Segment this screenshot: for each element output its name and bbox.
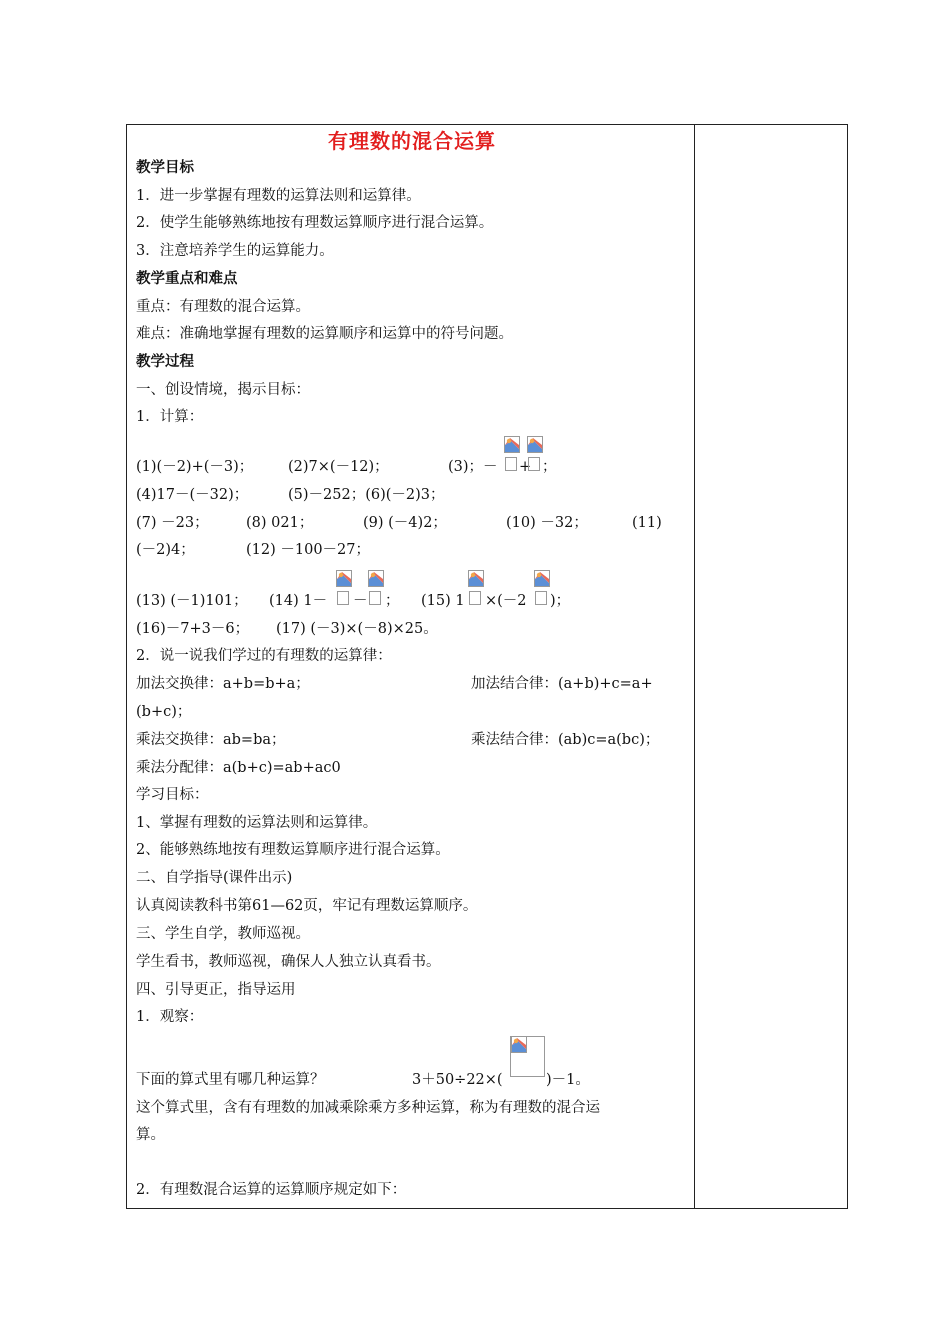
multiplication-commutative: 乘法交换律：ab=ba； bbox=[136, 732, 286, 748]
fraction-box bbox=[535, 591, 547, 605]
section-3-text: 学生看书，教师巡视，确保人人独立认真看书。 bbox=[136, 954, 441, 970]
focus-hard: 难点：准确地掌握有理数的运算顺序和运算中的符号问题。 bbox=[136, 326, 513, 342]
order-rule: 2．有理数混合运算的运算顺序规定如下： bbox=[136, 1182, 407, 1198]
process-heading: 教学过程 bbox=[136, 353, 194, 370]
exercise-11: (11) bbox=[632, 515, 662, 531]
fraction-box bbox=[369, 591, 381, 605]
laws-intro: 2．说一说我们学过的有理数的运算律： bbox=[136, 648, 392, 664]
exercise-2: (2)7×(－12)； bbox=[288, 459, 389, 475]
exercise-14-suffix: ； bbox=[385, 593, 400, 609]
page-title: 有理数的混合运算 bbox=[328, 129, 496, 153]
fraction-box bbox=[469, 591, 481, 605]
addition-associative: 加法结合律：(a+b)+c=a+ bbox=[471, 676, 653, 692]
exercise-3-prefix: (3)；－ bbox=[448, 459, 498, 475]
multiplication-distributive: 乘法分配律：a(b+c)=ab+ac0 bbox=[136, 760, 341, 776]
section-2-text: 认真阅读教科书第61—62页，牢记有理数运算顺序。 bbox=[136, 898, 478, 914]
fraction-box bbox=[528, 457, 540, 471]
table-column-divider bbox=[694, 124, 695, 1209]
exercise-3-suffix: ； bbox=[542, 459, 557, 475]
exercise-5-6: (5)－252；(6)(－2)3； bbox=[288, 487, 445, 503]
focus-heading: 教学重点和难点 bbox=[136, 270, 238, 287]
exercise-15-suffix: )； bbox=[550, 593, 571, 609]
goal-item: 1．进一步掌握有理数的运算法则和运算律。 bbox=[136, 188, 421, 204]
expression-suffix: )－1。 bbox=[546, 1072, 590, 1088]
addition-commutative: 加法交换律：a+b=b+a； bbox=[136, 676, 310, 692]
goals-heading: 教学目标 bbox=[136, 159, 194, 176]
exercise-15-middle: ×(－2 bbox=[485, 593, 527, 609]
exercise-13: (13) (－1)101； bbox=[136, 593, 248, 609]
description-line: 算。 bbox=[136, 1127, 165, 1143]
exercise-11-body: (－2)4； bbox=[136, 542, 195, 558]
section-4: 四、引导更正，指导运用 bbox=[136, 982, 296, 998]
calc-label: 1．计算： bbox=[136, 409, 204, 425]
exercise-3-plus: + bbox=[519, 459, 532, 475]
image-placeholder-icon bbox=[368, 570, 384, 587]
image-placeholder-icon bbox=[336, 570, 352, 587]
exercise-12: (12) －100－27； bbox=[246, 542, 371, 558]
exercise-14-minus: － bbox=[353, 593, 368, 609]
image-placeholder-icon bbox=[527, 436, 543, 453]
exercise-8: (8) 021； bbox=[246, 515, 314, 531]
description-line: 这个算式里，含有有理数的加减乘除乘方多种运算，称为有理数的混合运 bbox=[136, 1100, 600, 1116]
goal-item: 3．注意培养学生的运算能力。 bbox=[136, 243, 334, 259]
exercise-15-prefix: (15) 1 bbox=[421, 593, 465, 609]
learning-goal-item: 1、掌握有理数的运算法则和运算律。 bbox=[136, 815, 378, 831]
multiplication-associative: 乘法结合律：(ab)c=a(bc)； bbox=[471, 732, 660, 748]
exercise-14-prefix: (14) 1－ bbox=[269, 593, 328, 609]
learning-goal-item: 2、能够熟练地按有理数运算顺序进行混合运算。 bbox=[136, 842, 450, 858]
expression-prefix: 3＋50÷22×( bbox=[412, 1072, 503, 1088]
addition-associative-cont: (b+c)； bbox=[136, 704, 192, 720]
fraction-box bbox=[505, 457, 517, 471]
goal-item: 2．使学生能够熟练地按有理数运算顺序进行混合运算。 bbox=[136, 215, 494, 231]
section-1: 一、创设情境，揭示目标： bbox=[136, 382, 310, 398]
question: 下面的算式里有哪几种运算？ bbox=[136, 1072, 325, 1088]
focus-key: 重点：有理数的混合运算。 bbox=[136, 299, 310, 315]
exercise-7: (7) －23； bbox=[136, 515, 209, 531]
section-2: 二、自学指导(课件出示) bbox=[136, 870, 293, 886]
image-placeholder-icon bbox=[504, 436, 520, 453]
exercise-17: (17) (－3)×(－8)×25。 bbox=[276, 621, 438, 637]
observe-label: 1．观察： bbox=[136, 1009, 204, 1025]
image-placeholder-icon bbox=[534, 570, 550, 587]
image-placeholder-icon bbox=[468, 570, 484, 587]
exercise-4: (4)17－(－32)； bbox=[136, 487, 249, 503]
learning-goals-label: 学习目标： bbox=[136, 787, 209, 803]
image-placeholder-icon bbox=[511, 1036, 527, 1053]
section-3: 三、学生自学，教师巡视。 bbox=[136, 926, 310, 942]
exercise-16: (16)－7+3－6； bbox=[136, 621, 250, 637]
fraction-box bbox=[337, 591, 349, 605]
exercise-1: (1)(－2)+(－3)； bbox=[136, 459, 254, 475]
exercise-9: (9) (－4)2； bbox=[363, 515, 447, 531]
exercise-10: (10) －32； bbox=[506, 515, 588, 531]
